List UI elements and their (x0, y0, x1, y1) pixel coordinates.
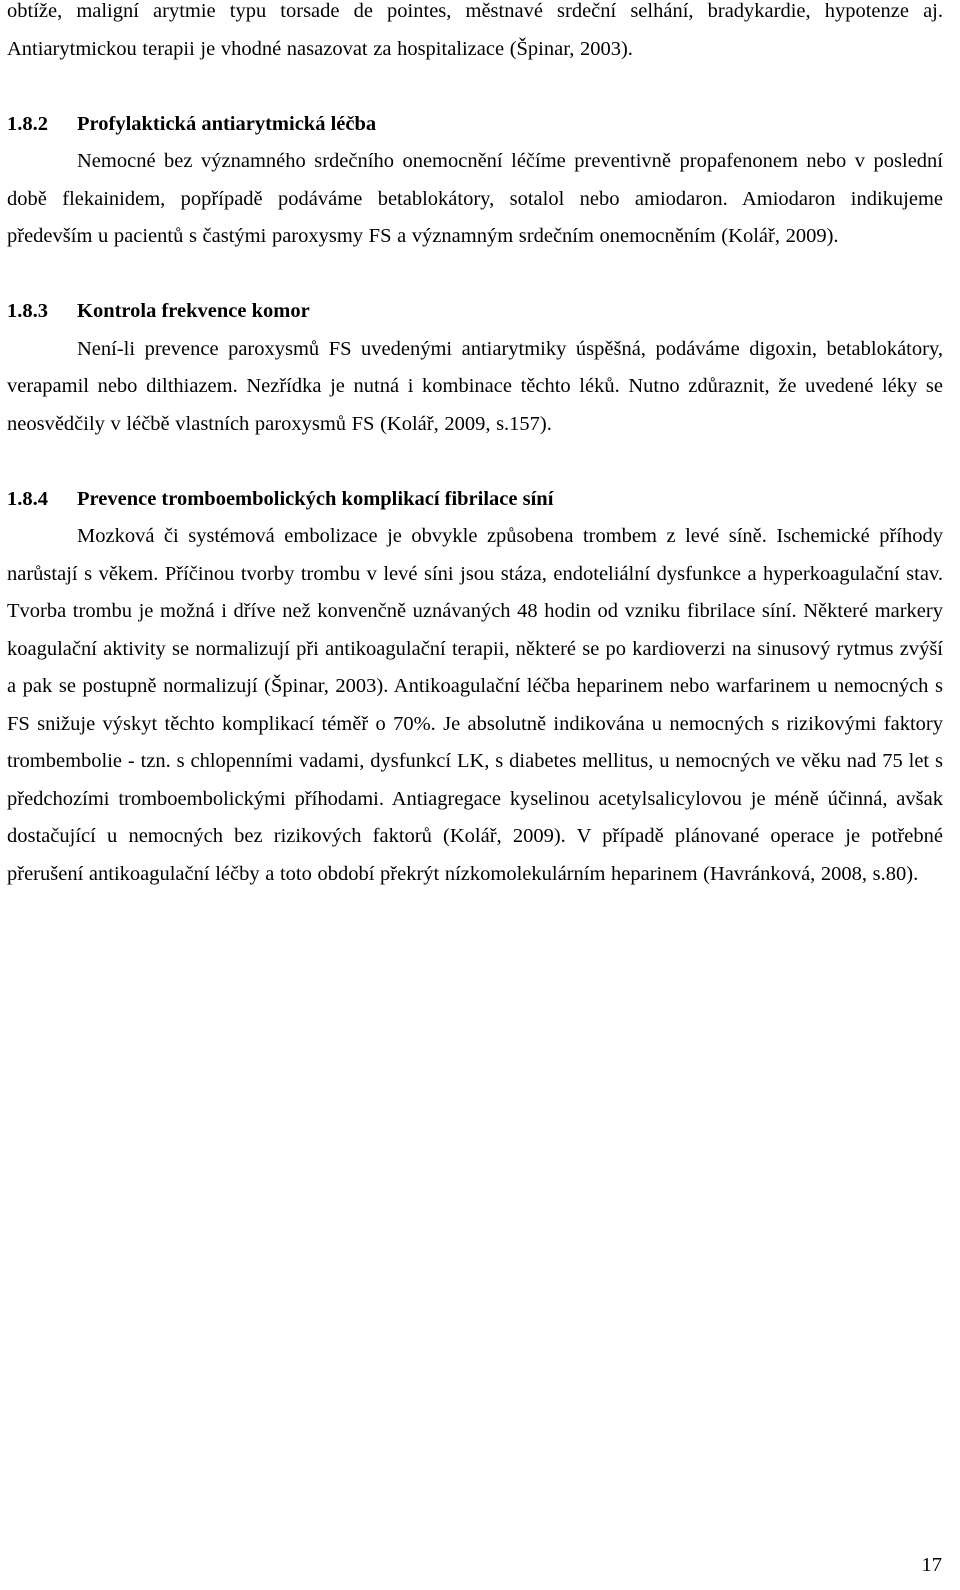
section-paragraph-1-8-2: Nemocné bez významného srdečního onemocnění léčíme preventivně propafenonem nebo v poslední době flekainidem, popřípadě podáváme betablokátory, sotalol nebo amiodaron. Amiodaron indikujeme především u pacientů s častými paroxysmy FS a významným srdečním onemocněním (Kolář, 2009). (7, 150, 943, 247)
section-heading-1-8-2 (7, 106, 943, 144)
section-title: Prevence tromboembolických komplikací fibrilace síní (77, 487, 554, 510)
spacer (7, 256, 943, 294)
section-number: 1.8.4 (7, 487, 48, 510)
page-number: 17 (921, 1554, 942, 1576)
section-paragraph-1-8-3: Není-li prevence paroxysmů FS uvedenými antiarytmiky úspěšná, podáváme digoxin, betablokátory, verapamil nebo dilthiazem. Nezřídka je nutná i kombinace těchto léků. Nutno zdůraznit, že uvedené léky se neosvědčily v léčbě vlastních paroxysmů FS (Kolář, 2009, s.157). (7, 337, 943, 435)
section-number: 1.8.2 (7, 112, 48, 135)
section-heading-1-8-4 (7, 481, 943, 519)
section-paragraph-1-8-4: Mozková či systémová embolizace je obvykle způsobena trombem z levé síně. Ischemické příhody narůstají s věkem. Příčinou tvorby trombu v levé síni jsou stáza, endoteliální dysfunkce a hyperkoagulační stav. Tvorba trombu je možná i dříve než konvenčně uznávaných 48 hodin od vzniku fibrilace síní. Některé markery koagulační aktivity se normalizují při antikoagulační terapii, některé se po kardioverzi na sinusový rytmus zvýší a pak se postupně normalizují (Špinar, 2003). Antikoagulační léčba heparinem nebo warfarinem u nemocných s FS snižuje výskyt těchto komplikací téměř o 70%. Je absolutně indikována u nemocných s rizikovými faktory trombembolie - tzn. s chlopenními vadami, dysfunkcí LK, s diabetes mellitus, u nemocných ve věku nad 75 let s předchozími tromboembolickými příhodami. Antiagregace kyselinou acetylsalicylovou je méně účinná, avšak dostačující u nemocných bez rizikových faktorů (Kolář, 2009). V případě plánované operace je potřebné přerušení antikoagulační léčby a toto období překrýt nízkomolekulárním heparinem (Havránková, 2008, s.80). (7, 525, 943, 885)
section-title: Profylaktická antiarytmická léčba (77, 112, 377, 135)
spacer (7, 68, 943, 106)
page-content (7, 0, 943, 893)
section-heading-1-8-3 (7, 293, 943, 331)
spacer (7, 443, 943, 481)
section-number: 1.8.3 (7, 300, 48, 322)
section-title: Kontrola frekvence komor (77, 300, 310, 322)
intro-paragraph: obtíže, maligní arytmie typu torsade de pointes, městnavé srdeční selhání, bradykardie, hypotenze aj. Antiarytmickou terapii je vhodné nasazovat za hospitalizace (Špinar, 2003). (7, 0, 943, 60)
